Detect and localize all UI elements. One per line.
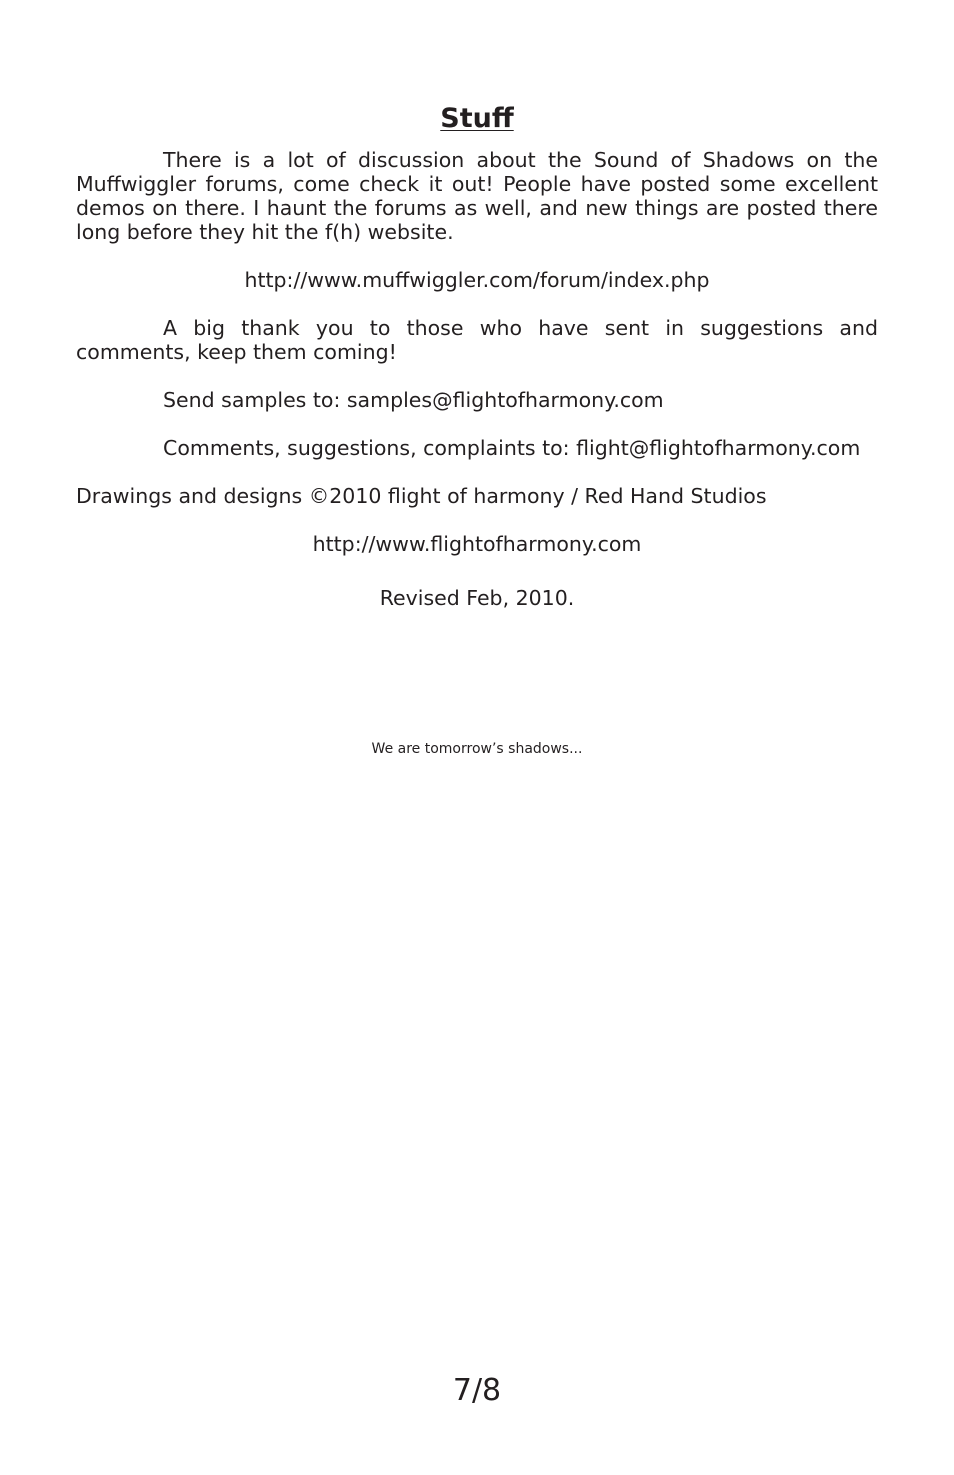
thanks-paragraph: A big thank you to those who have sent in suggestions and comments, keep them coming! [76,316,878,364]
tagline: We are tomorrow’s shadows... [371,741,583,757]
revised-date: Revised Feb, 2010. [379,586,575,610]
page-number: 7/8 [452,1373,502,1408]
document-page [76,100,878,758]
samples-line: Send samples to: samples@flightofharmony.com [163,388,664,412]
copyright-line: Drawings and designs ©2010 flight of harmony / Red Hand Studios [76,484,767,508]
comments-line: Comments, suggestions, complaints to: flight@flightofharmony.com [163,436,861,460]
forum-url: http://www.muffwiggler.com/forum/index.php [244,268,710,292]
page-title: Stuff [440,103,514,134]
forums-paragraph: There is a lot of discussion about the Sound of Shadows on the Muffwiggler forums, come check it out! People have posted some excellent demos on there. I haunt the forums as well, and new things are posted there long before they hit the f(h) website. [76,148,878,244]
site-url: http://www.flightofharmony.com [312,532,642,556]
